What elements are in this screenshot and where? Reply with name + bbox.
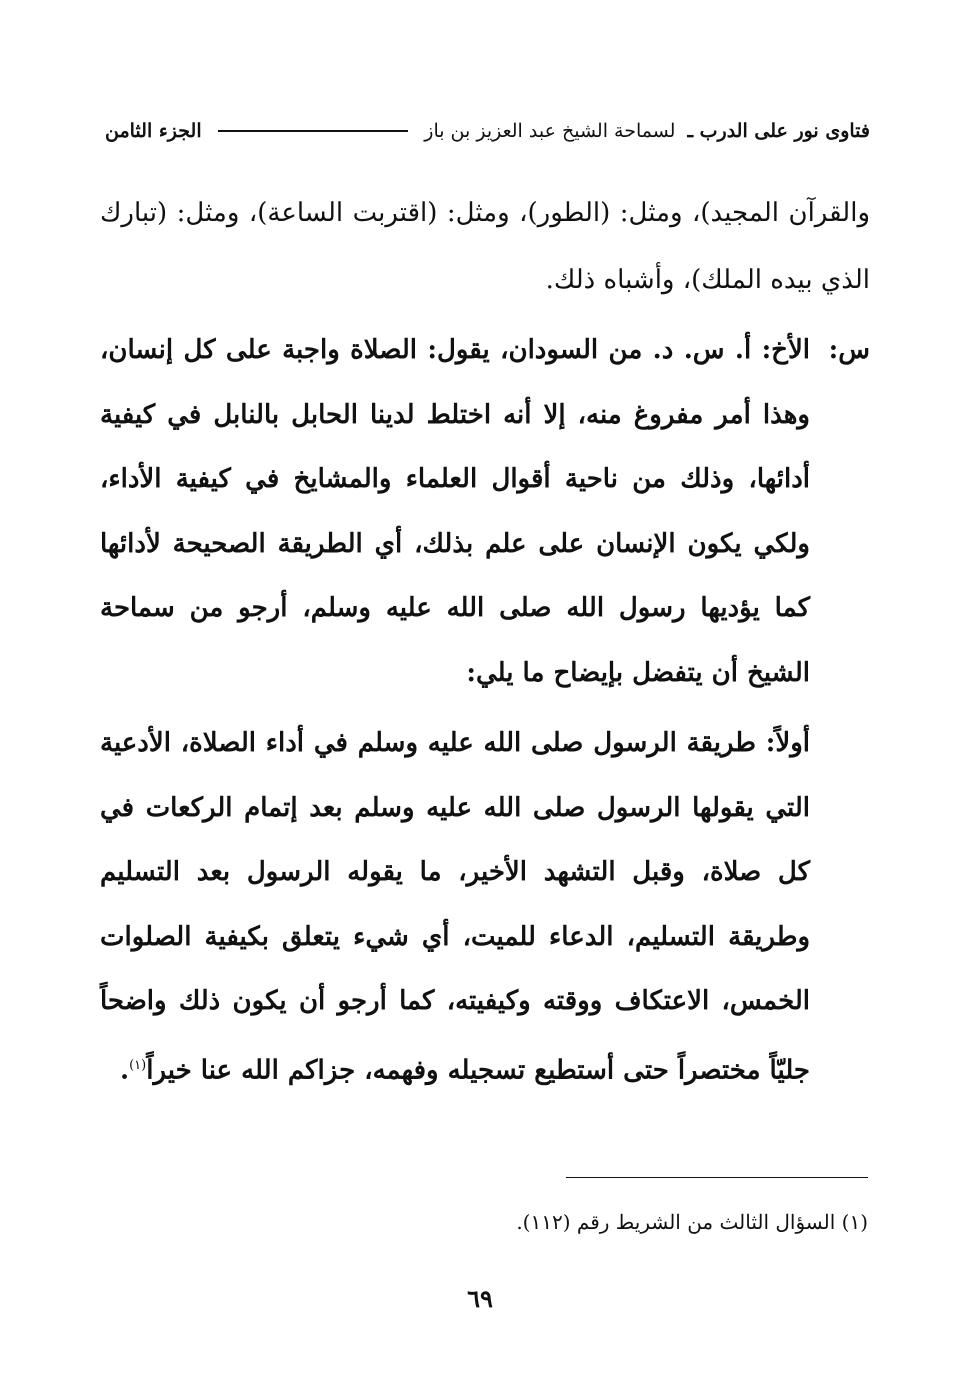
header-part: الجزء الثامن [105, 120, 202, 142]
question-section [100, 318, 870, 1103]
footnote-separator [566, 1177, 868, 1178]
page-number: ٦٩ [467, 1284, 493, 1313]
question-list-paragraph [100, 711, 870, 1103]
intro-paragraph: والقرآن المجيد)، ومثل: (الطور)، ومثل: (اقتربت الساعة)، ومثل: (تبارك الذي بيده الملك)، وأشباه ذلك. [100, 198, 870, 295]
header-author: لسماحة الشيخ عبد العزيز بن باز [424, 120, 676, 142]
header-rule [218, 130, 409, 132]
question-text: الأخ: أ. س. د. من السودان، يقول: الصلاة واجبة على كل إنسان، وهذا أمر مفروغ منه، إلا أنه اختلط لدينا الحابل بالنابل في كيفية أدائها، وذلك من ناحية أقوال العلماء والمشايخ في كيفية الأداء، ولكي يكون الإنسان على علم بذلك، أي الطريقة الصحيحة لأدائها كما يؤديها رسول الله صلى الله عليه وسلم، أرجو من سماحة الشيخ أن يتفضل بإيضاح ما يلي: [100, 335, 811, 688]
question-list-text: أولاً: طريقة الرسول صلى الله عليه وسلم في أداء الصلاة، الأدعية التي يقولها الرسول صلى الله عليه وسلم بعد إتمام الركعات في كل صلاة، وقبل التشهد الأخير، ما يقوله الرسول بعد التسليم وطريقة التسليم، الدعاء للميت، أي شيء يتعلق بكيفية الصلوات الخمس، الاعتكاف ووقته وكيفيته، كما أرجو أن يكون ذلك واضحاً جليّاً مختصراً حتى أستطيع تسجيله وفهمه، جزاكم الله عنا خيراً [100, 728, 810, 1086]
question-label: س: [828, 335, 870, 365]
question-paragraph [100, 318, 870, 705]
footnote-marker[interactable]: (١) [129, 1057, 147, 1073]
header-book-title: فتاوى نور على الدرب ـ [687, 120, 870, 142]
footnote: (١) السؤال الثالث من الشريط رقم (١١٢). [516, 1210, 868, 1234]
question-end-punct: . [120, 1055, 130, 1086]
running-header [105, 114, 870, 148]
